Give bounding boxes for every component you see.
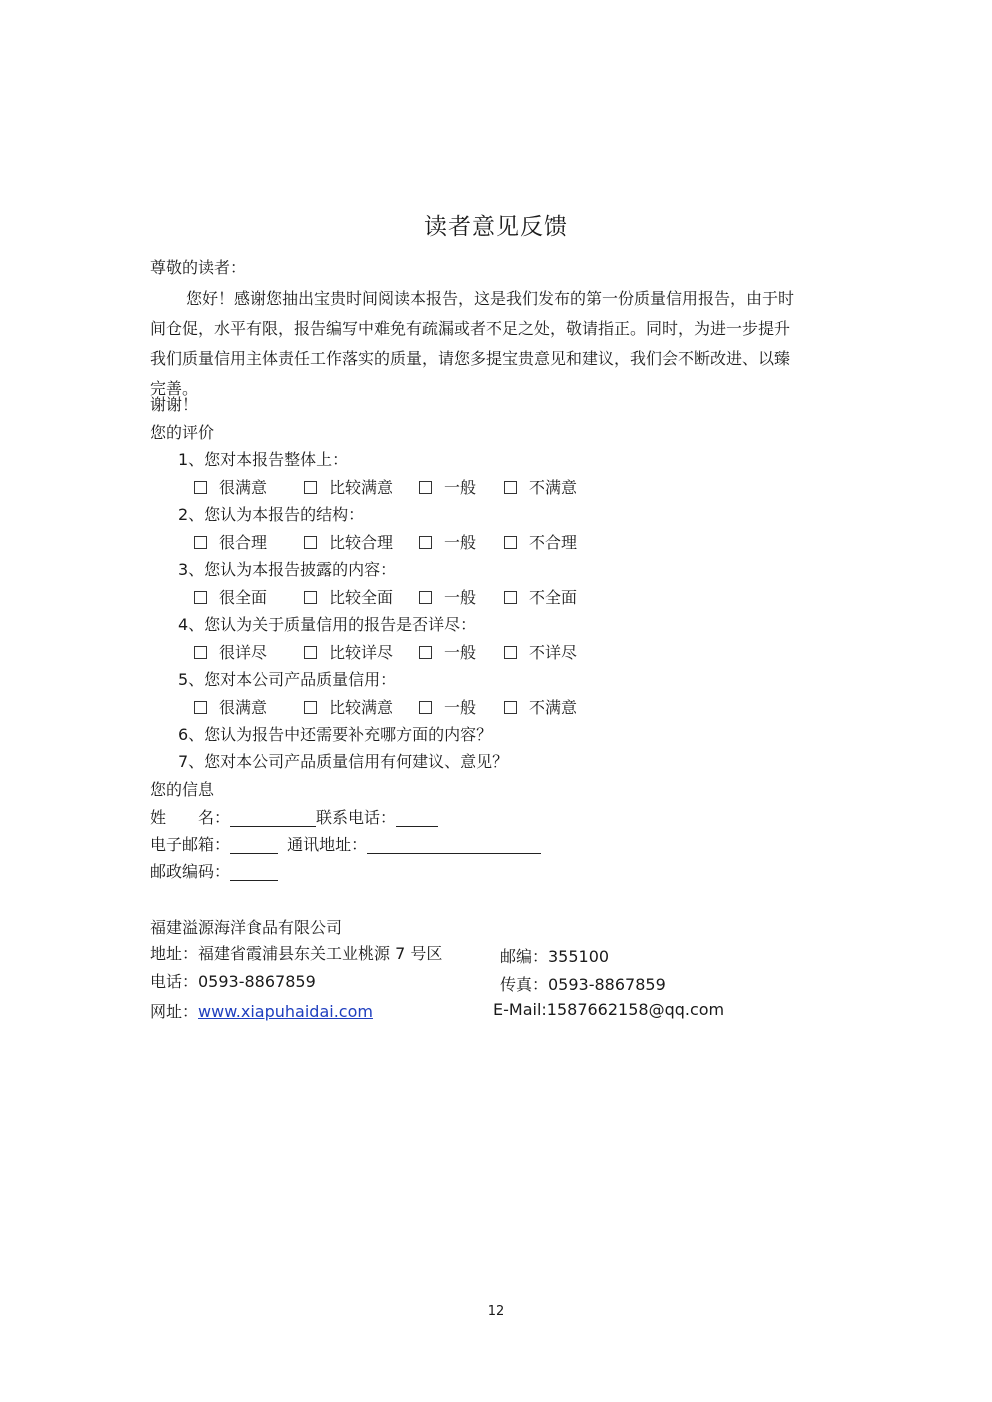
option-checkbox[interactable]: 不详尽 [504, 643, 577, 663]
checkbox-icon[interactable] [504, 646, 517, 659]
website-link[interactable]: www.xiapuhaidai.com [198, 1002, 373, 1021]
checkbox-icon[interactable] [194, 591, 207, 604]
postcode-row [150, 862, 278, 882]
option-checkbox[interactable]: 一般 [419, 698, 476, 718]
company-website-row [150, 1002, 373, 1022]
company-postcode: 邮编：355100 [500, 947, 610, 966]
option-checkbox[interactable]: 很合理 [194, 533, 267, 553]
option-checkbox[interactable]: 很详尽 [194, 643, 267, 663]
evaluation-heading: 您的评价 [150, 423, 215, 442]
name-row [150, 808, 438, 828]
intro-line: 间仓促，水平有限，报告编写中难免有疏漏或者不足之处，敬请指正。同时，为进一步提升 [150, 319, 791, 338]
email-field[interactable] [230, 835, 278, 854]
question-6: 6、您认为报告中还需要补充哪方面的内容？ [178, 725, 493, 744]
checkbox-icon[interactable] [419, 701, 432, 714]
checkbox-icon[interactable] [304, 646, 317, 659]
thanks-text: 谢谢！ [150, 395, 199, 414]
option-checkbox[interactable]: 比较全面 [304, 588, 393, 608]
option-checkbox[interactable]: 不满意 [504, 478, 577, 498]
company-email: E-Mail:1587662158@qq.com [493, 1000, 725, 1019]
option-checkbox[interactable]: 比较详尽 [304, 643, 393, 663]
page-title: 读者意见反馈 [424, 214, 568, 240]
greeting: 尊敬的读者： [150, 258, 247, 277]
question-7: 7、您对本公司产品质量信用有何建议、意见？ [178, 752, 509, 771]
option-checkbox[interactable]: 很全面 [194, 588, 267, 608]
question-3: 3、您认为本报告披露的内容： [178, 560, 397, 579]
company-address: 地址：福建省霞浦县东关工业桃源 7 号区 [150, 944, 443, 963]
checkbox-icon[interactable] [304, 536, 317, 549]
phone-field[interactable] [396, 808, 438, 827]
info-heading: 您的信息 [150, 780, 215, 799]
address-field[interactable] [367, 835, 541, 854]
checkbox-icon[interactable] [504, 591, 517, 604]
name-field[interactable] [230, 808, 316, 827]
company-name: 福建溢源海洋食品有限公司 [150, 918, 343, 937]
option-checkbox[interactable]: 比较合理 [304, 533, 393, 553]
website-label: 网址： [150, 1002, 199, 1021]
option-checkbox[interactable]: 一般 [419, 533, 476, 553]
option-checkbox[interactable]: 不合理 [504, 533, 577, 553]
intro-line: 完善。 [150, 379, 199, 398]
checkbox-icon[interactable] [419, 591, 432, 604]
option-checkbox[interactable]: 比较满意 [304, 478, 393, 498]
option-checkbox[interactable]: 很满意 [194, 478, 267, 498]
option-checkbox[interactable]: 一般 [419, 478, 476, 498]
checkbox-icon[interactable] [194, 701, 207, 714]
checkbox-icon[interactable] [419, 646, 432, 659]
address-label: 通讯地址： [287, 835, 368, 854]
checkbox-icon[interactable] [304, 481, 317, 494]
name-label: 姓 名： [150, 808, 231, 827]
checkbox-icon[interactable] [304, 591, 317, 604]
checkbox-icon[interactable] [194, 536, 207, 549]
question-5: 5、您对本公司产品质量信用： [178, 670, 397, 689]
checkbox-icon[interactable] [194, 646, 207, 659]
option-checkbox[interactable]: 很满意 [194, 698, 267, 718]
email-row [150, 835, 541, 855]
page-number: 12 [487, 1304, 505, 1319]
company-fax: 传真：0593-8867859 [500, 975, 666, 994]
question-1: 1、您对本报告整体上： [178, 450, 349, 469]
checkbox-icon[interactable] [504, 481, 517, 494]
checkbox-icon[interactable] [504, 701, 517, 714]
postcode-field[interactable] [230, 862, 278, 881]
intro-paragraph [150, 284, 850, 404]
option-checkbox[interactable]: 一般 [419, 643, 476, 663]
intro-line: 您好！感谢您抽出宝贵时间阅读本报告，这是我们发布的第一份质量信用报告，由于时 [186, 289, 795, 308]
option-checkbox[interactable]: 比较满意 [304, 698, 393, 718]
company-phone: 电话：0593-8867859 [150, 972, 316, 991]
checkbox-icon[interactable] [419, 481, 432, 494]
email-label: 电子邮箱： [150, 835, 231, 854]
question-4: 4、您认为关于质量信用的报告是否详尽： [178, 615, 477, 634]
option-checkbox[interactable]: 不全面 [504, 588, 577, 608]
postcode-label: 邮政编码： [150, 862, 231, 881]
checkbox-icon[interactable] [504, 536, 517, 549]
option-checkbox[interactable]: 不满意 [504, 698, 577, 718]
intro-line: 我们质量信用主体责任工作落实的质量，请您多提宝贵意见和建议，我们会不断改进、以臻 [150, 349, 791, 368]
checkbox-icon[interactable] [194, 481, 207, 494]
question-2: 2、您认为本报告的结构： [178, 505, 365, 524]
phone-label: 联系电话： [316, 808, 397, 827]
checkbox-icon[interactable] [419, 536, 432, 549]
option-checkbox[interactable]: 一般 [419, 588, 476, 608]
checkbox-icon[interactable] [304, 701, 317, 714]
